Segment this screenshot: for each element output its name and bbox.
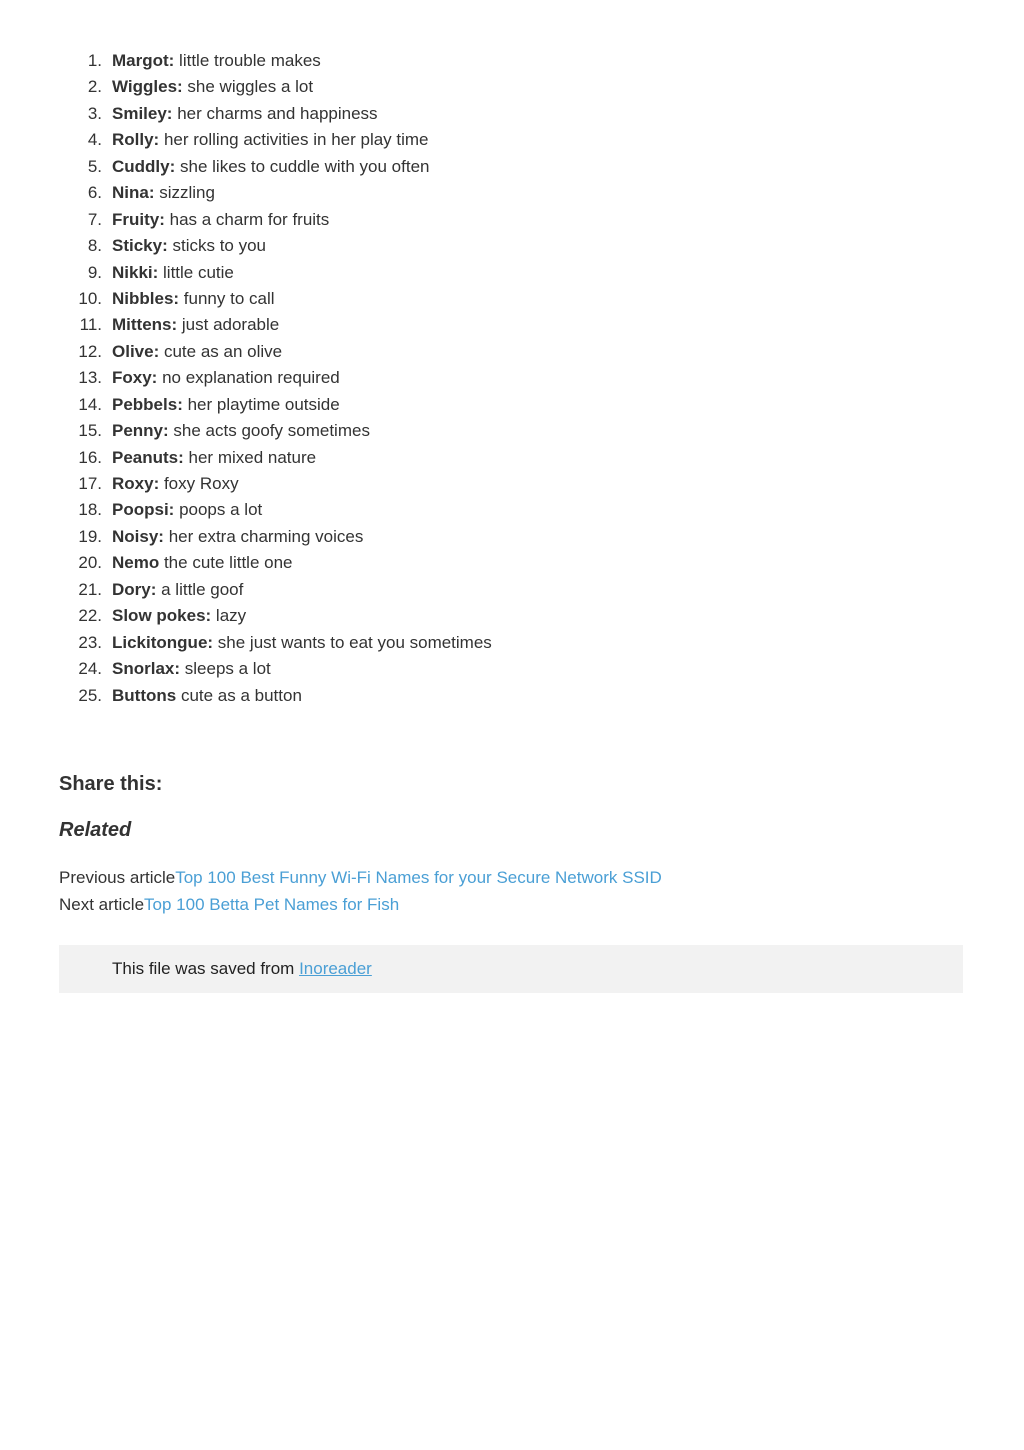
list-item-number: 17. [78,474,102,493]
pet-name-description: foxy Roxy [159,474,239,493]
list-item-number: 24. [78,659,102,679]
list-item-number: 12. [78,341,102,361]
list-item-number: 20. [78,553,102,573]
pet-name: Buttons [112,685,177,705]
list-item-number: 3. [87,103,102,123]
list-item-number: 2. [87,77,102,97]
list-item-entry [112,445,316,471]
list-item-number: 5. [87,156,102,176]
list-item-entry [112,683,302,709]
list-item-number: 8. [87,236,102,256]
list-item-number: 1. [87,51,102,70]
pet-name-description: her playtime outside [182,394,340,414]
pet-name: Mittens: [112,315,178,335]
pet-name-description: she likes to cuddle with you often [175,156,430,176]
next-article-link[interactable]: Top 100 Betta Pet Names for Fish [144,895,400,914]
list-item-number: 22. [78,606,102,626]
pet-name: Pebbels: [112,394,183,414]
pet-name-description: no explanation required [157,368,340,388]
list-item-entry [112,550,293,576]
list-item-entry [112,497,262,523]
pet-name-description: poops a lot [174,500,263,520]
pet-name: Olive: [112,341,160,361]
pet-name-description: cute as a button [176,685,302,705]
list-item-number: 7. [87,209,102,229]
list-item-entry [112,101,378,127]
pet-name-description: little trouble makes [174,51,321,70]
list-item-entry [112,48,321,74]
list-item-number: 9. [87,262,102,282]
previous-article-label: Previous article [59,868,176,887]
list-item-entry [112,392,340,418]
pet-name: Foxy: [112,368,158,388]
pet-name: Cuddly: [112,156,176,176]
pet-name-description: funny to call [179,288,275,308]
list-item-entry [112,418,370,444]
pet-name-description: sleeps a lot [180,659,271,679]
list-item-entry [112,207,329,233]
list-item-entry [112,630,492,656]
pet-name: Fruity: [112,209,165,229]
previous-article-link[interactable]: Top 100 Best Funny Wi-Fi Names for your Secure Network SSID [175,868,662,887]
pet-name: Margot: [112,51,175,70]
list-item-number: 13. [78,368,102,388]
saved-from-text [112,958,372,980]
list-item-number: 21. [78,579,102,599]
pet-name: Poopsi: [112,500,175,520]
list-item-number: 10. [78,288,102,308]
pet-name-description: she acts goofy sometimes [168,421,370,441]
pet-name: Rolly: [112,130,160,150]
list-item-entry [112,180,215,206]
pet-name: Nikki: [112,262,159,282]
pet-name: Nemo [112,553,160,573]
list-item-entry [112,127,429,153]
pet-name: Lickitongue: [112,632,214,652]
saved-from-label: This file was saved from [112,959,300,978]
list-item-entry [112,286,275,312]
pet-name-description: lazy [211,606,247,626]
list-item-number: 19. [78,526,102,546]
pet-name: Slow pokes: [112,606,212,626]
related-heading: Related [59,819,132,841]
list-item-entry [112,74,313,100]
next-article-label: Next article [59,895,145,914]
pet-name: Peanuts: [112,447,184,467]
list-item-number: 11. [79,315,102,335]
pet-name-description: her charms and happiness [172,103,378,123]
list-item-entry [112,577,243,603]
pet-name-description: a little goof [156,579,244,599]
list-item-number: 25. [78,685,102,705]
pet-name-description: sizzling [154,183,215,203]
pet-name-description: little cutie [158,262,234,282]
list-item-entry [112,154,429,180]
list-item-entry [112,233,266,259]
list-item-entry [112,603,246,629]
pet-name: Nibbles: [112,288,180,308]
list-item-number: 23. [78,632,102,652]
pet-name-description: the cute little one [159,553,293,573]
pet-name-description: her extra charming voices [163,526,364,546]
pet-name: Noisy: [112,526,164,546]
list-item-entry [112,471,239,497]
pet-name: Penny: [112,421,169,441]
pet-name: Dory: [112,579,157,599]
pet-name: Smiley: [112,103,173,123]
list-item-entry [112,312,279,338]
list-item-number: 18. [78,500,102,520]
inoreader-link[interactable]: Inoreader [299,959,372,978]
list-item-number: 15. [78,421,102,441]
list-item-entry [112,339,282,365]
pet-name-description: cute as an olive [159,341,283,361]
list-item-number: 4. [87,130,102,150]
pet-name-description: her rolling activities in her play time [159,130,429,150]
list-item-number: 6. [87,183,102,203]
pet-name-description: her mixed nature [183,447,317,467]
list-item-number: 14. [78,394,102,414]
pet-name: Nina: [112,183,155,203]
list-item-entry [112,656,271,682]
pet-name-description: she wiggles a lot [182,77,314,97]
pet-name: Sticky: [112,236,168,256]
list-item-number: 16. [78,447,102,467]
share-heading: Share this: [59,773,163,795]
pet-name-description: she just wants to eat you sometimes [213,632,492,652]
pet-name: Wiggles: [112,77,183,97]
next-article [59,894,399,916]
previous-article [59,867,662,889]
saved-from-banner [59,945,963,993]
pet-name: Snorlax: [112,659,181,679]
pet-name: Roxy: [112,474,160,493]
pet-name-description: sticks to you [167,236,267,256]
pet-name-description: just adorable [177,315,280,335]
list-item-entry [112,524,363,550]
pet-name-description: has a charm for fruits [164,209,330,229]
list-item-entry [112,260,234,286]
list-item-entry [112,365,340,391]
